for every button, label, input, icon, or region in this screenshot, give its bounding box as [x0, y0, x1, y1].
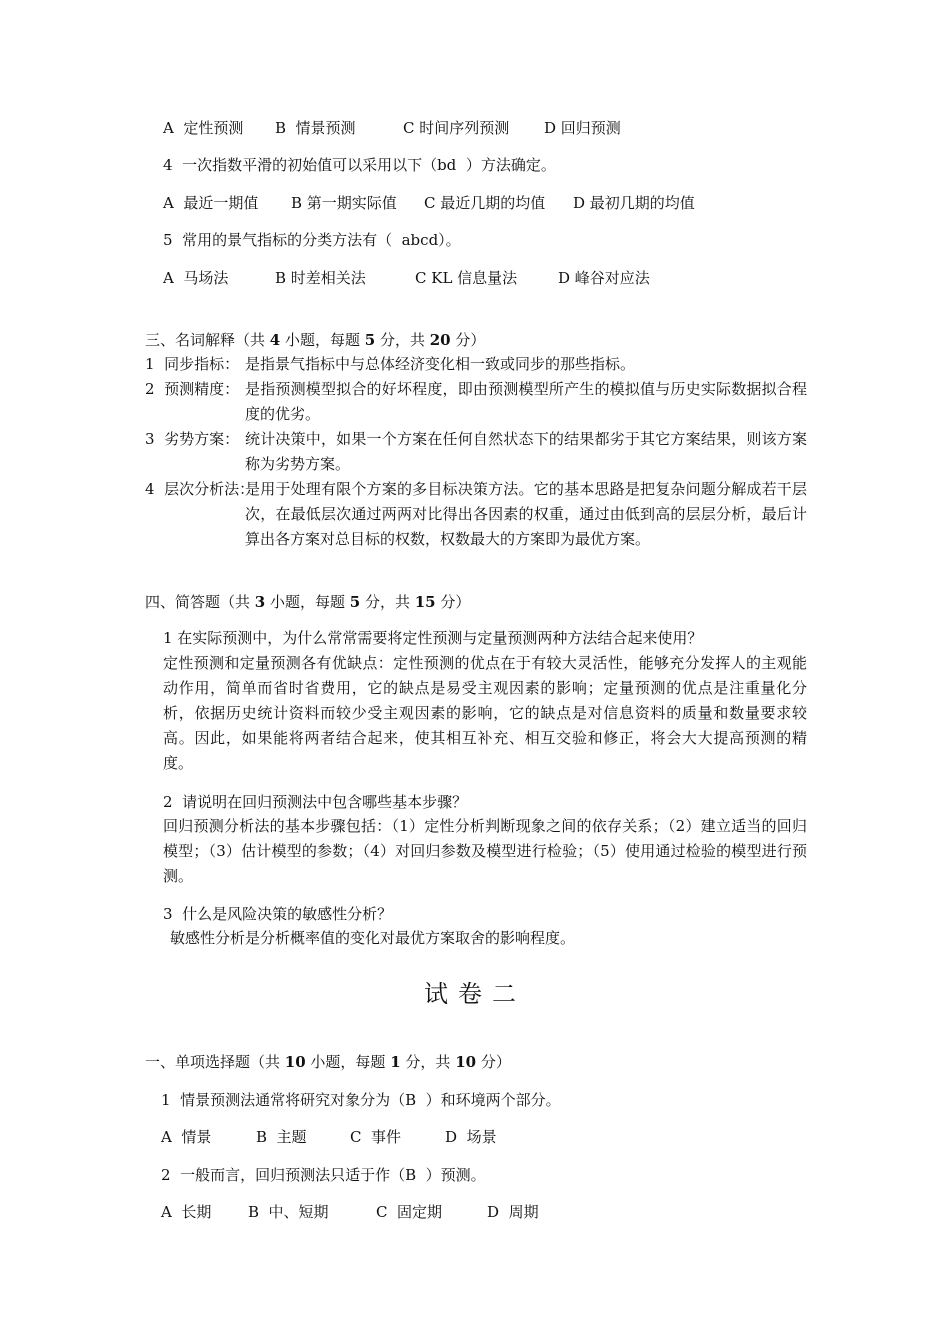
question-5-stem: 5 常用的景气指标的分类方法有（ abcd）。 [163, 231, 461, 249]
short-answer-question: 1 在实际预测中，为什么常常需要将定性预测与定量预测两种方法结合起来使用？ [163, 629, 703, 647]
question-1-stem: 1 情景预测法通常将研究对象分为（B ）和环境两个部分。 [161, 1091, 561, 1109]
heading-text: 三、名词解释（共 [145, 331, 270, 349]
question-2-stem: 2 一般而言，回归预测法只适于作（B ）预测。 [161, 1166, 486, 1184]
term-definition: 是指预测模型拟合的好坏程度，即由预测模型所产生的模拟值与历史实际数据拟合程度的优劣。 [245, 380, 807, 423]
heading-text: 一、单项选择题（共 [145, 1053, 285, 1071]
heading-number: 10 [284, 1053, 306, 1071]
option-a: A 定性预测 [163, 119, 244, 137]
heading-text: 分，共 [375, 331, 430, 349]
option-c: C KL 信息量法 [415, 269, 518, 287]
heading-text: 小题，每题 [265, 593, 350, 611]
option-a: A 情景 [161, 1128, 212, 1146]
section-1-heading [145, 1052, 511, 1072]
option-b: B 中、短期 [248, 1203, 329, 1221]
term-label: 2 预测精度： [145, 380, 240, 398]
short-answer-question: 2 请说明在回归预测法中包含哪些基本步骤？ [163, 793, 468, 811]
heading-number: 3 [254, 593, 266, 611]
heading-number: 5 [349, 593, 361, 611]
term-label: 1 同步指标： [145, 355, 240, 373]
option-d: D 最初几期的均值 [573, 194, 695, 212]
option-d: D 峰谷对应法 [558, 269, 650, 287]
heading-text: 分） [435, 593, 471, 611]
heading-number: 1 [390, 1053, 401, 1071]
question-4-stem: 4 一次指数平滑的初始值可以采用以下（bd ）方法确定。 [163, 156, 556, 174]
option-b: B 情景预测 [275, 119, 356, 137]
term-definition: 是指景气指标中与总体经济变化相一致或同步的那些指标。 [245, 355, 636, 373]
heading-text: 分，共 [360, 593, 415, 611]
option-b: B 主题 [256, 1128, 307, 1146]
short-answer-answer: 回归预测分析法的基本步骤包括：（1）定性分析判断现象之间的依存关系；（2）建立适当的回归模型；（3）估计模型的参数；（4）对回归参数及模型进行检验；（5）使用通过检验的模型进行预测。 [163, 817, 807, 885]
heading-text: 分，共 [400, 1053, 456, 1071]
section-3-heading [145, 330, 485, 350]
heading-text: 小题，每题 [305, 1053, 391, 1071]
heading-text: 四、简答题（共 [145, 593, 255, 611]
short-answer-question: 3 什么是风险决策的敏感性分析？ [163, 905, 393, 923]
short-answer-answer: 定性预测和定量预测各有优缺点：定性预测的优点在于有较大灵活性，能够充分发挥人的主观能动作用，简单而省时省费用，它的缺点是易受主观因素的影响；定量预测的优点是注重量化分析，依据历史统计资料而较少受主观因素的影响，它的缺点是对信息资料的质量和数量要求较高。因此，如果能将两者结合起来，使其相互补充、相互交验和修正，将会大大提高预测的精度。 [163, 654, 807, 772]
option-a: A 长期 [161, 1203, 212, 1221]
heading-text: 分） [450, 331, 486, 349]
heading-text: 小题，每题 [280, 331, 365, 349]
option-b: B 第一期实际值 [291, 194, 397, 212]
term-label: 4 层次分析法： [145, 480, 255, 498]
heading-number: 20 [429, 331, 451, 349]
term-label: 3 劣势方案： [145, 430, 240, 448]
option-a: A 最近一期值 [163, 194, 259, 212]
option-d: D 场景 [445, 1128, 497, 1146]
section-4-heading [145, 592, 470, 612]
term-definition: 是用于处理有限个方案的多目标决策方法。它的基本思路是把复杂问题分解成若干层次，在最低层次通过两两对比得出各因素的权重，通过由低到高的层层分析，最后计算出各方案对总目标的权数，权数最大的方案即为最优方案。 [245, 480, 807, 548]
option-c: C 时间序列预测 [403, 119, 510, 137]
option-d: D 周期 [487, 1203, 539, 1221]
option-a: A 马场法 [163, 269, 229, 287]
option-c: C 固定期 [376, 1203, 443, 1221]
short-answer-answer: 敏感性分析是分析概率值的变化对最优方案取舍的影响程度。 [170, 929, 576, 947]
term-definition: 统计决策中，如果一个方案在任何自然状态下的结果都劣于其它方案结果，则该方案称为劣势方案。 [245, 430, 807, 473]
heading-number: 15 [414, 593, 436, 611]
heading-text: 分） [476, 1053, 511, 1071]
option-c: C 事件 [350, 1128, 402, 1146]
heading-number: 5 [364, 331, 376, 349]
option-d: D 回归预测 [544, 119, 621, 137]
option-b: B 时差相关法 [275, 269, 366, 287]
option-c: C 最近几期的均值 [424, 194, 546, 212]
heading-number: 4 [269, 331, 281, 349]
paper-title: 试卷二 [424, 980, 526, 1008]
heading-number: 10 [455, 1053, 477, 1071]
